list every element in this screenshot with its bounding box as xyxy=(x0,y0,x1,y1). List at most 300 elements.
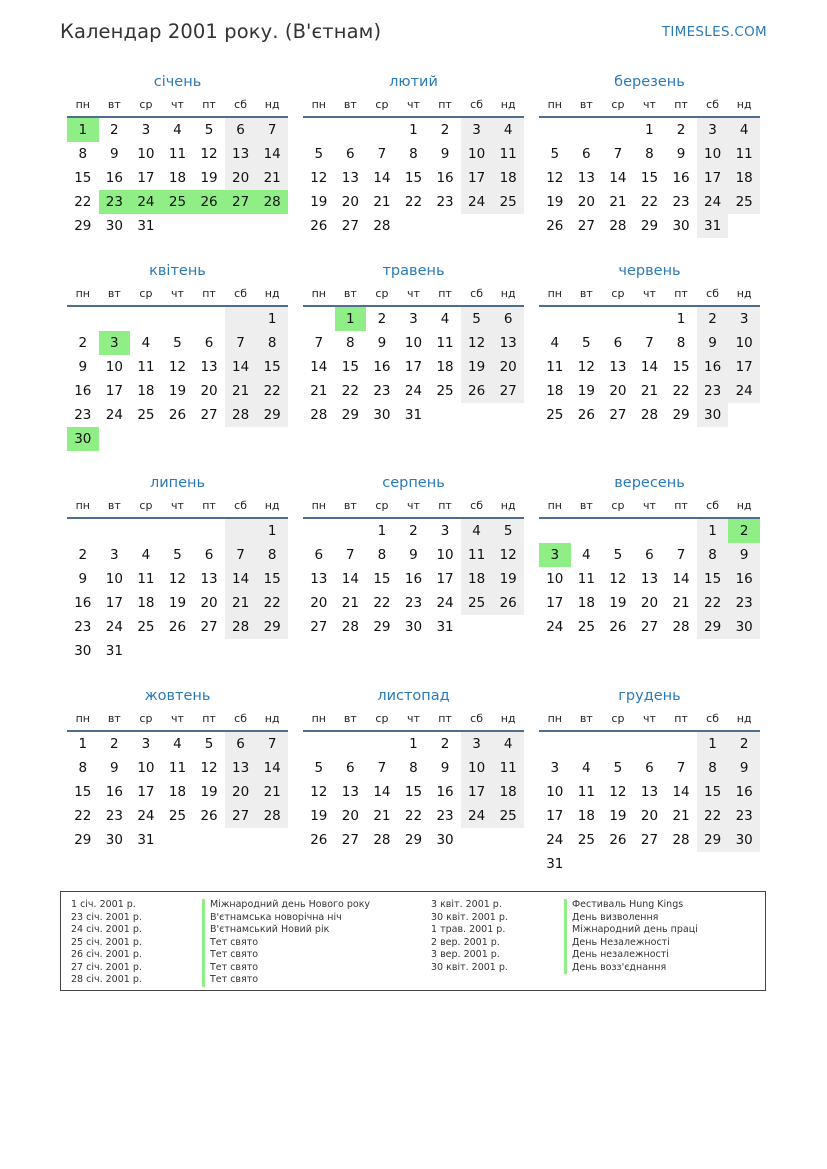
legend-date: 27 січ. 2001 р. xyxy=(71,961,142,973)
legend-date: 3 квіт. 2001 р. xyxy=(431,899,502,910)
day-cell: 21 xyxy=(373,808,391,824)
weekday-label: нд xyxy=(264,98,280,111)
day-cell: 13 xyxy=(640,784,659,800)
day-cell: 24 xyxy=(105,407,123,423)
weekday-label: чт xyxy=(643,499,656,512)
day-cell: 25 xyxy=(137,619,155,635)
day-cell: 10 xyxy=(404,335,423,351)
day-cell: 18 xyxy=(492,166,524,190)
day-cell: 10 xyxy=(728,331,760,355)
day-cell: 19 xyxy=(546,194,564,210)
day-cell: 1 xyxy=(335,307,367,331)
day-cell: 21 xyxy=(672,808,690,824)
empty-cell xyxy=(162,307,194,331)
day-cell: 15 xyxy=(341,359,359,375)
month-4 xyxy=(67,259,288,451)
day-cell: 2 xyxy=(728,519,760,543)
day-cell: 26 xyxy=(310,832,328,848)
month-name: жовтень xyxy=(144,688,211,704)
day-cell: 21 xyxy=(373,194,391,210)
month-3 xyxy=(539,70,760,238)
day-cell: 27 xyxy=(310,619,328,635)
day-cell: 27 xyxy=(225,804,257,828)
weekday-label: ср xyxy=(611,287,625,300)
empty-cell xyxy=(571,307,603,331)
day-cell: 16 xyxy=(105,784,123,800)
weekday-label: пн xyxy=(75,712,90,725)
day-cell: 25 xyxy=(162,190,194,214)
day-cell: 30 xyxy=(728,615,760,639)
day-cell: 26 xyxy=(609,619,627,635)
weekday-label: нд xyxy=(264,499,280,512)
legend-date: 23 січ. 2001 р. xyxy=(71,911,142,923)
day-cell: 2 xyxy=(440,736,450,752)
weekday-label: пн xyxy=(311,712,326,725)
weekday-label: пт xyxy=(202,98,216,111)
day-cell: 16 xyxy=(672,170,690,186)
day-cell: 2 xyxy=(78,547,88,563)
day-cell: 17 xyxy=(105,595,123,611)
page-title: Календар 2001 року. (В'єтнам) xyxy=(60,20,382,43)
day-cell: 3 xyxy=(141,122,151,138)
day-cell: 28 xyxy=(256,190,288,214)
day-cell: 12 xyxy=(168,571,187,587)
day-cell: 13 xyxy=(225,142,257,166)
day-cell: 6 xyxy=(225,732,257,756)
day-cell: 28 xyxy=(672,619,690,635)
empty-cell xyxy=(162,828,194,852)
day-cell: 24 xyxy=(436,595,454,611)
weekday-label: нд xyxy=(736,287,752,300)
day-cell: 11 xyxy=(728,142,760,166)
day-cell: 1 xyxy=(78,736,88,752)
day-cell: 6 xyxy=(645,760,654,776)
day-cell: 9 xyxy=(440,146,450,162)
day-cell: 6 xyxy=(346,146,355,162)
day-cell: 7 xyxy=(377,760,387,776)
day-cell: 14 xyxy=(225,355,257,379)
legend-holiday-name: Тет свято xyxy=(210,936,259,948)
day-cell: 11 xyxy=(546,359,564,375)
day-cell: 3 xyxy=(409,311,418,327)
day-cell: 8 xyxy=(377,547,387,563)
day-cell: 12 xyxy=(200,760,218,776)
day-cell: 20 xyxy=(609,383,627,399)
day-cell: 9 xyxy=(78,359,88,375)
legend-date: 26 січ. 2001 р. xyxy=(71,949,142,960)
weekday-label: пн xyxy=(311,98,326,111)
day-cell: 11 xyxy=(461,543,493,567)
weekday-label: сб xyxy=(470,287,484,300)
weekday-label: вт xyxy=(343,98,357,111)
empty-cell xyxy=(225,307,257,331)
legend-date: 24 січ. 2001 р. xyxy=(71,924,142,935)
empty-cell xyxy=(398,214,430,238)
day-cell: 20 xyxy=(200,383,218,399)
day-cell: 6 xyxy=(204,547,214,563)
weekday-header xyxy=(539,495,760,519)
empty-cell xyxy=(429,403,461,427)
day-cell: 23 xyxy=(404,595,423,611)
day-cell: 16 xyxy=(373,359,391,375)
day-cell: 21 xyxy=(609,194,627,210)
empty-cell xyxy=(162,519,194,543)
empty-cell xyxy=(602,307,634,331)
month-name: червень xyxy=(618,263,681,279)
day-cell: 9 xyxy=(377,335,387,351)
day-cell: 19 xyxy=(200,784,218,800)
weekday-label: пт xyxy=(202,712,216,725)
empty-cell xyxy=(225,639,257,663)
day-cell: 6 xyxy=(314,547,324,563)
day-cell: 18 xyxy=(436,359,454,375)
legend-date: 1 січ. 2001 р. xyxy=(71,899,136,910)
empty-cell xyxy=(130,639,162,663)
empty-cell xyxy=(429,214,461,238)
month-7 xyxy=(67,471,288,663)
legend-holiday-name: В'єтнамська новорічна ніч xyxy=(210,911,342,923)
day-cell: 5 xyxy=(613,760,623,776)
day-cell: 31 xyxy=(697,214,729,238)
day-cell: 31 xyxy=(436,619,454,635)
day-cell: 18 xyxy=(137,383,155,399)
day-cell: 7 xyxy=(314,335,324,351)
day-grid xyxy=(539,118,760,238)
day-cell: 19 xyxy=(461,355,493,379)
day-cell: 20 xyxy=(200,595,218,611)
weekday-label: вт xyxy=(343,287,357,300)
day-cell: 25 xyxy=(577,832,595,848)
day-cell: 6 xyxy=(582,146,591,162)
weekday-header xyxy=(303,94,524,118)
weekday-label: ср xyxy=(139,499,153,512)
day-cell: 13 xyxy=(492,331,524,355)
day-cell: 13 xyxy=(310,571,328,587)
weekday-label: пн xyxy=(547,287,562,300)
day-cell: 30 xyxy=(672,218,690,234)
month-2 xyxy=(303,70,524,238)
day-cell: 17 xyxy=(461,166,493,190)
weekday-label: ср xyxy=(139,287,153,300)
empty-cell xyxy=(366,732,398,756)
day-cell: 25 xyxy=(436,383,454,399)
day-cell: 11 xyxy=(577,571,595,587)
weekday-label: сб xyxy=(470,98,484,111)
weekday-label: вт xyxy=(107,98,121,111)
weekday-label: ср xyxy=(375,98,389,111)
day-cell: 29 xyxy=(256,615,288,639)
empty-cell xyxy=(225,214,257,238)
legend-date: 28 січ. 2001 р. xyxy=(71,974,142,985)
day-cell: 30 xyxy=(373,407,391,423)
weekday-label: вт xyxy=(343,712,357,725)
empty-cell xyxy=(99,427,131,451)
day-cell: 17 xyxy=(137,784,155,800)
day-cell: 8 xyxy=(346,335,355,351)
day-cell: 14 xyxy=(256,756,288,780)
day-cell: 11 xyxy=(137,571,155,587)
day-cell: 7 xyxy=(256,118,288,142)
empty-cell xyxy=(461,828,493,852)
empty-cell xyxy=(193,214,225,238)
day-cell: 5 xyxy=(550,146,560,162)
empty-cell xyxy=(634,732,666,756)
day-cell: 1 xyxy=(256,519,288,543)
weekday-label: сб xyxy=(470,499,484,512)
empty-cell xyxy=(225,519,257,543)
day-cell: 15 xyxy=(404,784,423,800)
empty-cell xyxy=(602,118,634,142)
weekday-label: чт xyxy=(171,499,184,512)
day-cell: 21 xyxy=(341,595,359,611)
day-cell: 3 xyxy=(461,732,493,756)
day-cell: 20 xyxy=(225,780,257,804)
weekday-label: чт xyxy=(407,712,420,725)
month-12 xyxy=(539,684,760,876)
day-cell: 28 xyxy=(640,407,659,423)
weekday-label: сб xyxy=(234,287,248,300)
day-cell: 20 xyxy=(341,808,359,824)
day-cell: 6 xyxy=(204,335,214,351)
day-cell: 4 xyxy=(141,547,151,563)
day-cell: 22 xyxy=(341,383,359,399)
day-cell: 28 xyxy=(341,619,359,635)
weekday-label: вт xyxy=(579,98,593,111)
empty-cell xyxy=(67,519,99,543)
empty-cell xyxy=(335,732,367,756)
day-cell: 30 xyxy=(728,828,760,852)
day-cell: 17 xyxy=(105,383,123,399)
day-cell: 16 xyxy=(436,170,454,186)
empty-cell xyxy=(461,214,493,238)
day-cell: 6 xyxy=(492,307,524,331)
empty-cell xyxy=(130,519,162,543)
legend-holiday-name: Міжнародний день Нового року xyxy=(210,899,371,910)
weekday-label: нд xyxy=(500,287,516,300)
legend-holiday-name: День визволення xyxy=(572,911,659,923)
day-cell: 7 xyxy=(225,543,257,567)
weekday-label: вт xyxy=(579,499,593,512)
day-cell: 9 xyxy=(728,756,760,780)
day-cell: 26 xyxy=(461,379,493,403)
day-cell: 10 xyxy=(697,142,729,166)
weekday-label: пн xyxy=(75,98,90,111)
empty-cell xyxy=(634,852,666,876)
day-cell: 22 xyxy=(373,595,391,611)
day-cell: 26 xyxy=(168,619,187,635)
day-cell: 26 xyxy=(492,591,524,615)
day-cell: 8 xyxy=(676,335,686,351)
day-cell: 12 xyxy=(577,359,595,375)
day-cell: 21 xyxy=(256,166,288,190)
day-cell: 21 xyxy=(256,780,288,804)
weekday-header xyxy=(303,495,524,519)
day-cell: 29 xyxy=(74,218,92,234)
day-cell: 30 xyxy=(67,427,99,451)
day-cell: 27 xyxy=(200,619,218,635)
weekday-label: нд xyxy=(500,98,516,111)
day-cell: 23 xyxy=(728,591,760,615)
day-cell: 4 xyxy=(461,519,493,543)
day-cell: 14 xyxy=(373,784,391,800)
empty-cell xyxy=(492,828,524,852)
weekday-label: сб xyxy=(706,287,720,300)
day-cell: 27 xyxy=(640,832,659,848)
day-cell: 25 xyxy=(492,190,524,214)
legend-names-col-1 xyxy=(202,899,370,987)
day-cell: 1 xyxy=(645,122,654,138)
month-name: лютий xyxy=(389,74,438,90)
day-cell: 20 xyxy=(310,595,328,611)
day-cell: 25 xyxy=(168,808,187,824)
day-cell: 22 xyxy=(404,194,423,210)
day-cell: 7 xyxy=(645,335,654,351)
empty-cell xyxy=(193,639,225,663)
day-cell: 9 xyxy=(78,571,88,587)
weekday-label: пн xyxy=(547,712,562,725)
day-grid xyxy=(303,732,524,852)
day-cell: 1 xyxy=(256,307,288,331)
empty-cell xyxy=(193,427,225,451)
weekday-label: пт xyxy=(674,712,688,725)
day-cell: 2 xyxy=(110,122,119,138)
day-cell: 28 xyxy=(373,832,391,848)
day-cell: 28 xyxy=(373,218,391,234)
day-cell: 2 xyxy=(728,732,760,756)
day-cell: 6 xyxy=(225,118,257,142)
day-cell: 7 xyxy=(225,331,257,355)
weekday-header xyxy=(67,94,288,118)
empty-cell xyxy=(303,519,335,543)
day-cell: 4 xyxy=(728,118,760,142)
day-cell: 19 xyxy=(310,808,328,824)
day-cell: 28 xyxy=(225,403,257,427)
day-cell: 27 xyxy=(577,218,595,234)
day-cell: 1 xyxy=(409,736,418,752)
weekday-label: ср xyxy=(139,712,153,725)
weekday-header xyxy=(539,94,760,118)
day-cell: 7 xyxy=(377,146,387,162)
weekday-label: пн xyxy=(75,287,90,300)
day-cell: 11 xyxy=(577,784,595,800)
day-cell: 24 xyxy=(546,832,564,848)
day-cell: 25 xyxy=(461,591,493,615)
empty-cell xyxy=(728,852,760,876)
day-cell: 26 xyxy=(200,808,218,824)
site-brand-link[interactable]: TIMESLES.COM xyxy=(661,24,767,40)
empty-cell xyxy=(335,118,367,142)
empty-cell xyxy=(225,427,257,451)
legend-holiday-name: Міжнародний день праці xyxy=(572,924,698,935)
day-grid xyxy=(303,118,524,238)
day-cell: 25 xyxy=(728,190,760,214)
day-cell: 15 xyxy=(256,567,288,591)
weekday-label: ср xyxy=(611,98,625,111)
day-cell: 22 xyxy=(640,194,659,210)
empty-cell xyxy=(728,214,760,238)
legend-date: 25 січ. 2001 р. xyxy=(71,936,142,948)
day-cell: 16 xyxy=(697,355,729,379)
weekday-label: пн xyxy=(547,499,562,512)
day-cell: 18 xyxy=(168,170,187,186)
day-cell: 12 xyxy=(461,331,493,355)
day-cell: 26 xyxy=(168,407,187,423)
weekday-label: сб xyxy=(234,712,248,725)
empty-cell xyxy=(539,519,571,543)
day-cell: 23 xyxy=(436,808,454,824)
empty-cell xyxy=(461,615,493,639)
day-cell: 24 xyxy=(546,619,564,635)
day-cell: 29 xyxy=(697,615,729,639)
empty-cell xyxy=(162,427,194,451)
empty-cell xyxy=(602,732,634,756)
legend-holiday-name: День Незалежності xyxy=(572,936,670,948)
empty-cell xyxy=(539,732,571,756)
day-cell: 18 xyxy=(461,567,493,591)
day-cell: 18 xyxy=(546,383,564,399)
day-cell: 4 xyxy=(141,335,151,351)
day-cell: 10 xyxy=(546,571,564,587)
month-name: грудень xyxy=(618,688,681,704)
empty-cell xyxy=(492,214,524,238)
weekday-label: пн xyxy=(311,287,326,300)
weekday-label: нд xyxy=(264,712,280,725)
day-cell: 5 xyxy=(173,335,182,351)
day-cell: 4 xyxy=(492,118,524,142)
day-cell: 19 xyxy=(168,595,187,611)
day-cell: 19 xyxy=(577,383,595,399)
day-cell: 13 xyxy=(341,784,359,800)
empty-cell xyxy=(571,519,603,543)
legend-date: 30 квіт. 2001 р. xyxy=(431,961,508,973)
day-cell: 21 xyxy=(640,383,659,399)
day-cell: 13 xyxy=(609,359,627,375)
empty-cell xyxy=(492,403,524,427)
month-10 xyxy=(67,684,288,852)
day-cell: 29 xyxy=(373,619,391,635)
day-cell: 24 xyxy=(461,190,493,214)
empty-cell xyxy=(539,307,571,331)
empty-cell xyxy=(193,828,225,852)
day-grid xyxy=(303,307,524,427)
day-cell: 12 xyxy=(609,784,627,800)
weekday-label: вт xyxy=(107,287,121,300)
weekday-label: чт xyxy=(407,98,420,111)
day-cell: 16 xyxy=(74,595,92,611)
day-cell: 2 xyxy=(409,523,418,539)
weekday-label: ср xyxy=(375,499,389,512)
day-cell: 2 xyxy=(440,122,450,138)
day-cell: 22 xyxy=(256,379,288,403)
day-cell: 24 xyxy=(137,808,155,824)
empty-cell xyxy=(67,307,99,331)
day-cell: 29 xyxy=(404,832,423,848)
day-cell: 1 xyxy=(377,523,387,539)
day-cell: 14 xyxy=(256,142,288,166)
weekday-header xyxy=(67,495,288,519)
legend-holiday-name: Фестиваль Hung Kings xyxy=(572,899,684,910)
day-cell: 17 xyxy=(546,595,564,611)
day-cell: 8 xyxy=(256,331,288,355)
day-cell: 4 xyxy=(492,732,524,756)
day-cell: 30 xyxy=(105,218,123,234)
day-cell: 8 xyxy=(78,760,88,776)
month-name: березень xyxy=(614,74,685,90)
weekday-label: сб xyxy=(706,499,720,512)
weekday-label: вт xyxy=(107,499,121,512)
empty-cell xyxy=(193,307,225,331)
day-cell: 1 xyxy=(409,122,418,138)
